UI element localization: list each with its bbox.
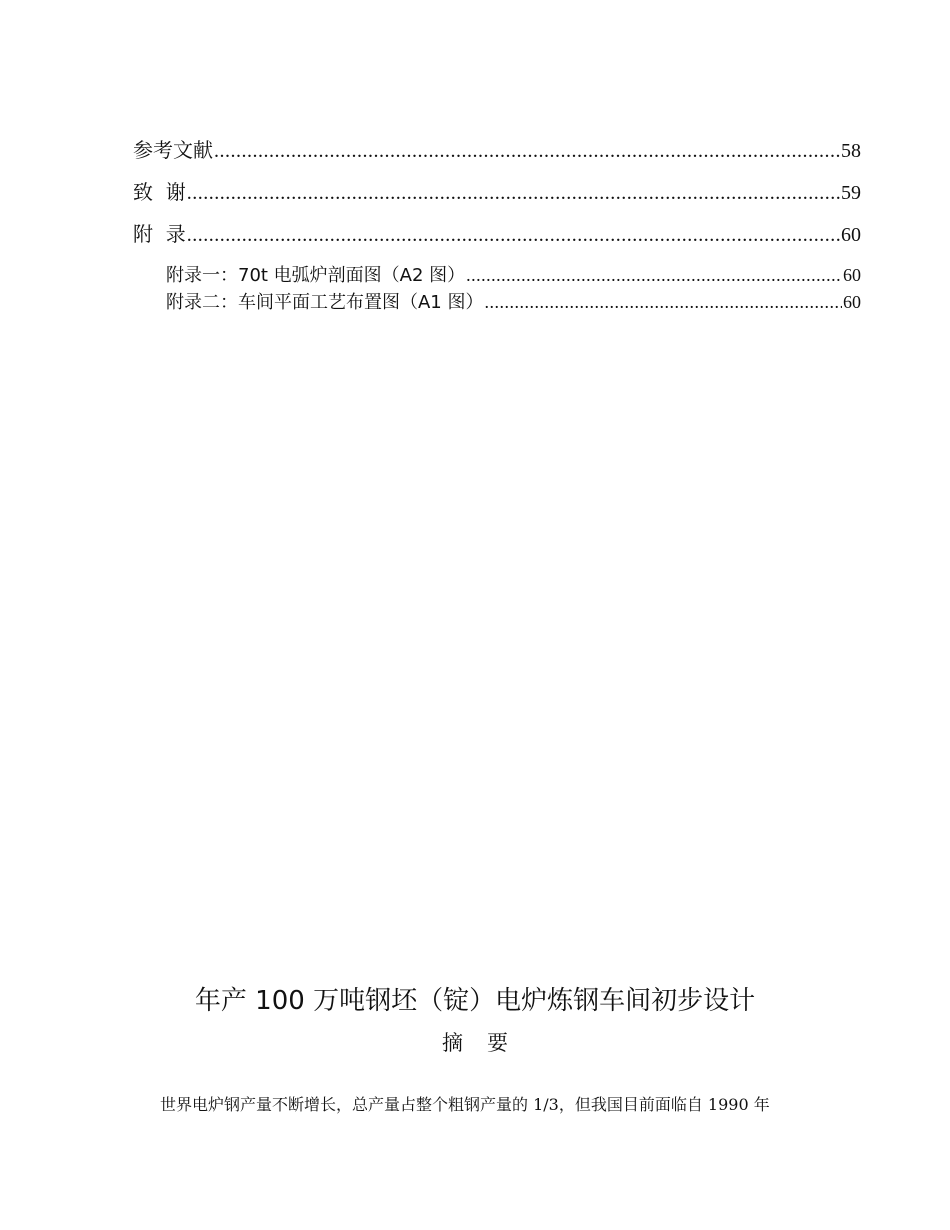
document-title: 年产 100 万吨钢坯（锭）电炉炼钢车间初步设计	[194, 986, 756, 1016]
toc-leader-dots	[214, 140, 840, 163]
toc-entry-page: 58	[841, 140, 861, 162]
toc-subentry-page: 60	[843, 292, 861, 312]
abstract-heading: 摘要	[442, 1031, 532, 1055]
toc-subentry-title: 附录一：70t 电弧炉剖面图（A2 图）	[166, 265, 466, 286]
toc-subentry-page: 60	[843, 265, 861, 285]
abstract-paragraph: 世界电炉钢产量不断增长，总产量占整个粗钢产量的 1/3，但我国目前面临自 1990 年	[160, 1095, 770, 1114]
toc-leader-dots	[187, 224, 840, 247]
toc-subentry-title: 附录二：车间平面工艺布置图（A1 图）	[166, 292, 484, 313]
toc-entry-title: 参考文献	[133, 138, 213, 162]
toc-subentry-appendix-2[interactable]	[166, 288, 861, 312]
toc-entry-references[interactable]	[133, 134, 861, 162]
toc-entry-page: 60	[841, 224, 861, 246]
toc-entry-appendix[interactable]	[133, 218, 861, 246]
toc-subentry-appendix-1[interactable]	[166, 261, 861, 285]
toc-leader-dots	[485, 292, 843, 313]
toc-leader-dots	[466, 265, 842, 286]
toc-entry-title: 附 录	[133, 222, 186, 246]
toc-entry-acknowledgements[interactable]	[133, 176, 861, 204]
toc-entry-page: 59	[841, 182, 861, 204]
toc-entry-title: 致 谢	[133, 180, 186, 204]
toc-leader-dots	[187, 182, 840, 205]
